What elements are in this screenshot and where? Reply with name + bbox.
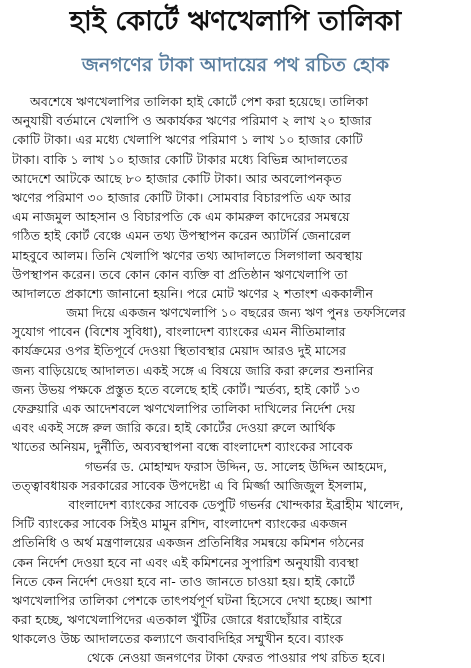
article-line: মাহবুবে আলম। তিনি খেলাপি ঋণের তথ্য আদালতে সিলগালা অবস্থায় xyxy=(12,247,363,263)
article-line: কেন নির্দেশ দেওয়া হবে না এবং এই কমিশনের সুপারিশ অনুযায়ী ব্যবস্থা xyxy=(12,554,359,570)
article-line: জন্য বাড়িয়েছে আদালত। একই সঙ্গে এ বিষয়ে জারি করা রুলের শুনানির xyxy=(12,362,374,378)
headline: হাই কোর্টে ঋণখেলাপি তালিকা xyxy=(69,6,402,37)
article-line: নিতে কেন নির্দেশ দেওয়া হবে না- তাও জানতে চাওয়া হয়। হাই কোর্টে xyxy=(12,573,355,589)
article-line: টাকা। বাকি ১ লাখ ১০ হাজার কোটি টাকার মধ্যে বিভিন্ন আদালতের xyxy=(12,151,348,167)
article-line: তত্ত্বাবধায়ক সরকারের সাবেক উপদেষ্টা এ বি মির্জ্জা আজিজুল ইসলাম, xyxy=(12,477,367,493)
article-line: বাংলাদেশ ব্যাংকের সাবেক ডেপুটি গভর্নর খোন্দকার ইব্রাহীম খালেদ, xyxy=(68,496,404,512)
article-line: প্রতিনিধি ও অর্থ মন্ত্রণালয়ের একজন প্রতিনিধির সমন্বয়ে কমিশন গঠনের xyxy=(12,535,365,551)
article-line: ফেব্রুয়ারি এক আদেশবলে ঋণখেলাপির তালিকা দাখিলের নির্দেশ দেয় xyxy=(12,401,355,416)
article-line: আদেশে আটকে আছে ৮০ হাজার কোটি টাকা। আর অবলোপনকৃত xyxy=(12,170,342,186)
article-line: থাকলেও উচ্চ আদালতের কল্যাণে জবাবদিহির সম্মুখীন হবে। ব্যাংক xyxy=(12,631,344,647)
article-body xyxy=(12,92,460,668)
subheadline: জনগণের টাকা আদায়ের পথ রচিত হোক xyxy=(81,54,390,76)
article-line: এম নাজমুল আহসান ও বিচারপতি কে এম কামরুল কাদেরের সমন্বয়ে xyxy=(12,209,350,225)
article-line: আদালতে প্রকাশ্যে জানানো হয়নি। পরে মোট ঋণের ২ শতাংশ এককালীন xyxy=(12,285,374,301)
article-line: সুযোগ পাবেন (বিশেষ সুবিধা), বাংলাদেশ ব্যাংকের এমন নীতিমালার xyxy=(12,324,346,340)
article-line: জমা দিয়ে একজন ঋণখেলাপি ১০ বছরের জন্য ঋণ পুনঃ তফসিলের xyxy=(66,305,406,321)
article-line: উপস্থাপন করেন। তবে কোন কোন ব্যক্তি বা প্রতিষ্ঠান ঋণখেলাপি তা xyxy=(12,266,348,282)
article-line: খাতের অনিয়ম, দুর্নীতি, অব্যবস্থাপনা বন্ধে বাংলাদেশ ব্যাংকের সাবেক xyxy=(12,439,353,455)
article-line: গঠিত হাই কোর্ট বেঞ্চে এমন তথ্য উপস্থাপন করেন অ্যাটর্নি জেনারেল xyxy=(12,228,351,244)
article-line: গভর্নর ড. মোহাম্মদ ফরাস উদ্দিন, ড. সালেহ উদ্দিন আহমেদ, xyxy=(84,458,388,474)
article-line: কার্যক্রমের ওপর ইতিপূর্বে দেওয়া স্থিতাবস্থার মেয়াদ আরও দুই মাসের xyxy=(12,343,347,359)
article-line: অনুযায়ী বর্তমানে খেলাপি ও অকার্যকর ঋণের পরিমাণ ২ লাখ ২০ হাজার xyxy=(12,113,372,129)
article-line: জন্য উভয় পক্ষকে প্রস্তুত হতে বলেছে হাই কোর্ট। স্মর্তব্য, হাই কোর্ট ১৩ xyxy=(12,381,360,397)
article-line: ঋণখেলাপির তালিকা পেশকে তাৎপর্যপূর্ণ ঘটনা হিসেবে দেখা হচ্ছে। আশা xyxy=(12,592,372,608)
article-line: অবশেষে ঋণখেলাপির তালিকা হাই কোর্টে পেশ করা হয়েছে। তালিকা xyxy=(30,94,369,109)
article-line: কোটি টাকা। এর মধ্যে খেলাপি ঋণের পরিমাণ ১ লাখ ১০ হাজার কোটি xyxy=(12,132,363,148)
article-line: করা হচ্ছে, ঋণখেলাপিদের এতকাল খুঁটির জোরে ধরাছোঁয়ার বাইরে xyxy=(12,612,342,628)
article-line: সিটি ব্যাংকের সাবেক সিইও মামুন রশিদ, বাংলাদেশ ব্যাংকের একজন xyxy=(12,516,348,532)
article-line: এবং একই সঙ্গে রুল জারি করে। হাই কোর্টের দেওয়া রুলে আর্থিক xyxy=(12,420,336,436)
article-line: ঋণের পরিমাণ ৩০ হাজার কোটি টাকা। সোমবার বিচারপতি এফ আর xyxy=(12,189,352,205)
article-line: থেকে নেওয়া জনগণের টাকা ফেরত পাওয়ার পথ রচিত হবে। xyxy=(86,650,386,666)
